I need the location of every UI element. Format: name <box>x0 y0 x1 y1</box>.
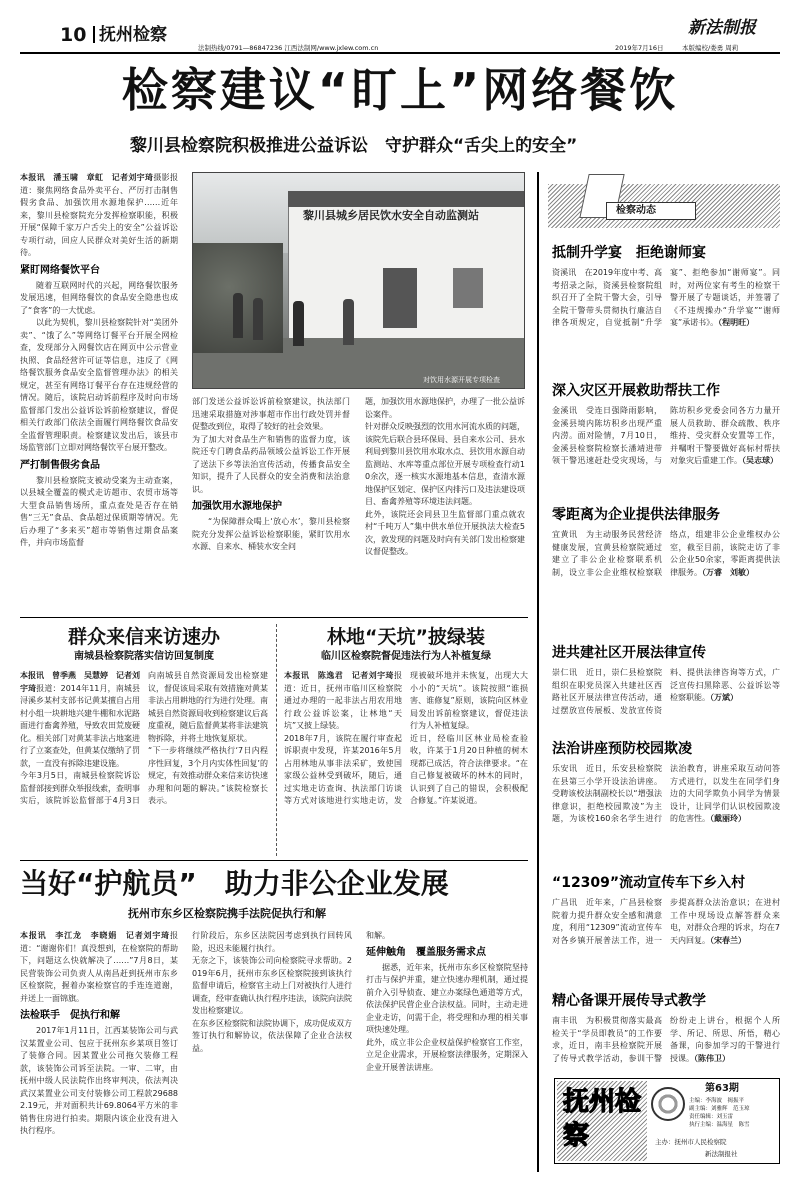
person-2 <box>253 298 263 340</box>
editor-line: 副主编：刘雅辉 范玉琼 <box>689 1106 750 1112</box>
masthead: 新法制报 <box>688 18 756 38</box>
sidebar-item-author: （陈伟卫） <box>694 1053 730 1063</box>
bottom-subhead-1: 法检联手 促执行和解 <box>20 1010 120 1021</box>
sidebar-item-body: 广昌讯 近年来，广昌县检察院着力提升群众安全感和满意度，利用“12309”流动宣传车对各乡镇开展普法工作，进一步提高群众法治意识；在进村工作中现场设点解答群众来电，对群众合理的诉求，均在7天内回复。（宋春兰） <box>552 898 780 945</box>
lead-column-1 <box>20 172 178 612</box>
bottom-column-2-text: 行阶段后，东乡区法院因考虑到执行回转风险，迟迟未能履行执行。 无奈之下，该装饰公司向检察院寻求帮助。2019年6月，抚州市东乡区检察院接到该执行监督申请后，检察官主动上门对被执行人进行调查，经审查确认执行程序违法，该院向法院发出检察建议。 在东乡区检察院和法院协调下，成功促成双方签订执行和解协议，依法保障了企业合法权益。 <box>192 931 352 1053</box>
editor-list <box>689 1097 779 1129</box>
sidebar-label: 检察动态 <box>616 205 656 216</box>
sidebar-item-title: 抵制升学宴 拒绝谢师宴 <box>552 245 706 261</box>
person-1 <box>233 293 243 338</box>
lead-photo <box>192 172 525 389</box>
sidebar-item <box>552 874 780 992</box>
sidebar-item-author: （宋春兰） <box>710 935 746 945</box>
photo-caption: 对饮用水源开展专项检查 <box>423 376 500 384</box>
sidebar-item-title: 进共建社区开展法律宣传 <box>552 645 706 661</box>
sidebar-item <box>552 506 780 644</box>
lead-column-2-text: 部门发送公益诉讼诉前检察建议，执法部门迅速采取措施对涉事超市作出行政处罚并督促整改到位，取得了较好的社会效果。 为了加大对食品生产和销售的监督力度，该院还专门聘食品药品领域公益诉讼工作开展了送法下乡等法治宣传活动，传播食品安全知识，提升了人民群众的安全消费和法治意识。 <box>192 397 350 494</box>
lead-column-2 <box>192 396 350 611</box>
bottom-subheadline: 抚州市东乡区检察院携手法院促执行和解 <box>128 907 326 920</box>
feature-left-title: 群众来信来访速办 <box>67 626 220 648</box>
features-rule-top <box>20 617 528 618</box>
lead-headline: 检察建议“盯上”网络餐饮 <box>121 63 679 117</box>
bottom-column-2 <box>192 930 352 1166</box>
feature-right <box>284 624 528 854</box>
feature-right-byline: 本报讯 陈逸君 记者刘宇琦 <box>284 671 394 680</box>
emblem-icon <box>651 1087 685 1121</box>
sidebar-item <box>552 644 780 740</box>
features-divider <box>276 624 277 856</box>
bottom-column-3 <box>366 930 528 1166</box>
sidebar-item <box>552 382 780 506</box>
header-contact: 法制热线/0791—86847236 江西法制网/www.jxlew.com.cn <box>198 44 379 52</box>
feature-left-body: 本报讯 曾季燕 吴慧婷 记者刘宇琦报道：2014年11月，南城县浔溪乡某村支部书记黄某擅自占用村小组一块耕地兴建牛棚和水泥路面进行畜禽养殖，导致农田荒废硬化。相关部门对黄某非法占地案进行了立案查处，但黄某仅缴纳了罚款，一直没有拆除违建设施。 今年3月5日，南城县检察院诉讼监督部接到群众举报线索，查明事实后，该院诉讼监督部于4月3日向南城县自然资源局发出检察建议，督促该局采取有效措施对黄某非法占用耕地的行为进行处理。南城县自然资源局收到检察建议后高度重视，随后监督黄某将非法建筑物拆除，并将土地恢复原状。 “下一步将继续严格执行‘7日内程序性回复，3个月内实体性回复’的规定，有效推动群众来信来访快速办理和问题的解决。”该院检察长表示。 <box>20 671 268 805</box>
feature-right-subtitle: 临川区检察院督促违法行为人补植复绿 <box>321 651 491 662</box>
logo-text: 抚州检察 <box>563 1087 642 1151</box>
lead-subhead-1: 紧盯网络餐饮平台 <box>20 264 100 276</box>
editor-line: 执行主编：温海星 陈雪 <box>689 1122 750 1128</box>
lead-subhead-3: 加强饮用水源地保护 <box>192 501 282 512</box>
feature-right-title: 林地“天坑”披绿装 <box>327 626 485 648</box>
feature-right-body: 本报讯 陈逸君 记者刘宇琦报道：近日，抚州市临川区检察院通过办理的一起非法占用农用地行政公益诉讼案，让林地“天坑”又披上绿装。 2018年7月，该院在履行审查起诉职责中发现，许某2016年5月占用林地从事非法采矿，致使国家级公益林受到破坏，随后，通过实地走访查询、执法部门访谈等方式对该地进行实地走访，发现被破坏地并未恢复，出现大大小小的“天坑”。该院按照“谁损害、谁修复”原则，该院向区林业局发出诉前检察建议，督促违法行为人补植复绿。 近日，经临川区林业局检查验收，许某于1月20日种植的树木现都已成活，符合法律要求。“在自己修复被破坏的林木的同时，认识到了自己的错误，会积极配合修复。”许某说道。 <box>284 671 528 805</box>
sidebar-item-title: 零距离为企业提供法律服务 <box>552 507 720 523</box>
sidebar-item-body: 资溪讯 在2019年度中考、高考招录之际，资溪县检察院组织召开了全院干警大会，引导全院干警带头贯彻执行廉洁自律各项规定，自觉抵制“升学宴”、拒绝参加“谢师宴”。同时，对两位家有考生的检察干警开展了专题谈话，并签署了《不违规操办“升学宴”“谢师宴”承诺书》。（程明旺） <box>552 268 780 327</box>
person-4 <box>343 299 354 345</box>
bottom-headline: 当好“护航员” 助力非公企业发展 <box>20 867 449 900</box>
feature-left-subtitle: 南城县检察院落实信访回复制度 <box>74 651 214 662</box>
sidebar-item-title: “12309”流动宣传车下乡入村 <box>552 875 746 891</box>
sidebar-header <box>548 172 780 234</box>
header-divider <box>93 26 95 43</box>
sponsor: 主办：抚州市人民检察院 <box>655 1138 727 1146</box>
section-name: 抚州检察 <box>99 25 167 45</box>
sidebar-item-author: （程明旺） <box>718 318 755 327</box>
bottom-column-3-text: 据悉，近年来，抚州市东乡区检察院坚持打击与保护并重，建立快速办理机制，通过提前介入引导侦查、建立办案绿色通道等方式，依法保护民营企业合法权益。同时，主动走进企业走访，问需于企，将受理和办理的相关事项快速处理。 此外，成立非公企业权益保护检察官工作室，立足企业需求，开展检察法律服务，定期深入企业开展普法讲座。 <box>366 962 528 1072</box>
header-rule <box>20 52 780 54</box>
lead-column-3-text: 题，加强饮用水源地保护，办理了一批公益诉讼案件。 针对群众反映强烈的饮用水河流水质的问题，该院先后联合县环保局、县自来水公司、县水利局到黎川县饮用水取水点、县饮用水源自动监测站、水库等重点部位开展专项检查行动10余次，逐一核实水源地基本信息，查清水源地保护区划定、保护区内排污口及违法建设项目、畜禽养殖等环境违法问题。 此外，该院还会同县卫生监督部门重点就农村“千吨万人”集中供水单位开展执法大检查5次，敦发现的问题及时向有关部门发出检察建议督促整改。 <box>365 397 525 556</box>
sidebar-item <box>552 244 780 382</box>
building-door <box>383 268 417 328</box>
lead-subheadline: 黎川县检察院积极推进公益诉讼 守护群众“舌尖上的安全” <box>130 136 578 156</box>
sidebar-item-body: 南丰讯 为积极贯彻落实最高检关于“学员即教员”的工作要求，近日，南丰县检察院开展了传导式教学活动，参训干警纷纷走上讲台，根据个人所学、所记、所思、所悟，精心备课，向参加学习的干警进行授课。（陈伟卫） <box>552 1016 780 1063</box>
issue-number: 第63期 <box>705 1083 739 1094</box>
bottom-column-1 <box>20 930 178 1166</box>
sidebar-item-author: （吴志球） <box>742 456 778 465</box>
features-rule-bottom <box>20 860 528 861</box>
person-3 <box>293 301 304 346</box>
sidebar-item-author: （万睿 刘敏） <box>702 567 754 577</box>
lead-intro: 本报讯 潘玉啸 章虹 记者刘宇琦摄影报道：聚焦网络食品外卖平台、严厉打击制售假劣食品、加强饮用水源地保护……近年来，黎川县检察院充分发挥检察职能，积极开展“保障千家万户舌尖上的安全”公益诉讼专项行动，回应人民群众对美好生活的新期待。 <box>20 173 178 257</box>
sidebar-item-title: 法治讲座预防校园欺凌 <box>552 741 692 757</box>
sidebar-items <box>552 244 780 1106</box>
sidebar-item-body: 乐安讯 近日，乐安县检察院在县第三小学开设法治讲座。受聘该校法制副校长以“增强法律意识，拒绝校园欺凌”为主题，为该校160余名学生进行法治教育，讲座采取互动问答方式进行，以发生在同学们身边的大同学欺负小同学为情景设计，让同学们认识校园欺凌的危害性。（戴丽玲） <box>552 764 780 823</box>
sidebar-item-author: （万斌） <box>710 693 738 702</box>
co-sponsor: 新法制报社 <box>705 1150 738 1158</box>
bottom-subhead-2: 延伸触角 覆盖服务需求点 <box>366 946 486 958</box>
building-sign: 黎川县城乡居民饮水安全自动监测站 <box>303 209 479 222</box>
page-number: 10 <box>60 24 87 46</box>
building-roof <box>288 191 525 207</box>
lead-paragraph-4: “为保障群众喝上‘放心水’，黎川县检察院充分发挥公益诉讼检察职能，紧盯饮用水水源、自来水、桶装水安全问 <box>192 517 350 551</box>
sidebar-item-title: 深入灾区开展救助帮扶工作 <box>552 383 720 399</box>
lead-byline: 本报讯 潘玉啸 章虹 记者刘宇琦 <box>20 173 154 182</box>
header-editor: 本版编校/娄勇 周莉 <box>682 44 739 52</box>
editor-line: 主编：李海波 揭振平 <box>689 1098 745 1104</box>
bottom-byline: 本报讯 李江龙 李晓娟 记者刘宇琦 <box>20 931 170 940</box>
sidebar-item-body: 宜黄讯 为主动服务民营经济健康发展，宜黄县检察院通过建立了非公企业检察联系机制，设立非公企业维权检察联络点，组建非公企业维权办公室，截至目前，该院走访了非公企业50余家，零距离提供法律服务。（万睿 刘敏） <box>552 530 780 577</box>
sidebar-item-author: （戴丽玲） <box>710 814 746 823</box>
lead-paragraph-1: 随着互联网时代的兴起，网络餐饮服务发展迅速，但网络餐饮的食品安全隐患也成了“食客”的一大忧虑。 <box>20 280 178 315</box>
bottom-column-3-lead: 和解。 <box>366 931 390 940</box>
sidebar-rule <box>537 172 539 1172</box>
bottom-paragraph-2: 2017年1月11日，江西某装饰公司与武汉某置业公司、包应于抚州东乡某项目签订了装修合同。因某置业公司拖欠装修工程款，该装饰公司诉至法院。一审、二审，由抚州中级人民法院作出终审判决，依法判决武汉某置业公司支付装修公司工程款296882.19元，并对面积共计69.8064平方米的非销售住房进行拍卖。期限内该企业没有进入执行程序。 <box>20 1026 178 1135</box>
feature-left <box>20 624 268 854</box>
editor-line: 责任编辑：刘玉雷 <box>689 1114 734 1120</box>
bottom-intro: 本报讯 李江龙 李晓娟 记者刘宇琦报道：“谢谢你们！真没想到，在检察院的帮助下，问题这么快就解决了……”7月8日，某民营装饰公司负责人从南昌赶到抚州市东乡区检察院，握着办案检察官的手连连道谢，并送上一面锦旗。 <box>20 931 178 1003</box>
sidebar-item <box>552 740 780 874</box>
lead-column-3 <box>365 396 525 611</box>
sidebar-item-title: 精心备课开展传导式教学 <box>552 993 706 1009</box>
header-date: 2019年7月16日 <box>615 44 664 52</box>
lead-subhead-2: 严打制售假劣食品 <box>20 459 100 471</box>
masthead-box <box>554 1078 780 1164</box>
feature-left-byline: 本报讯 曾季燕 吴慧婷 记者刘宇琦 <box>20 671 140 693</box>
sidebar-item-body: 金溪讯 受连日强降雨影响，金溪县境内陈坊积乡出现严重内涝。面对险情，7月10日，金溪县检察院检察长潘靖进带领干警迅速赶赴受灾现场，与陈坊积乡党委会同各方力量开展人员救助、群众疏散、秩序维持、受灾群众安置等工作，并嘱咐干警要做好高标村帮扶对象灾后重建工作。（吴志球） <box>552 406 780 465</box>
lead-paragraph-3: 黎川县检察院支被动受案为主动查案，以县城全覆盖的模式走访超市、农贸市场等大型食品销售场所，重点查处是否存在销售“三无”食品、食品超过保质期等情况。先后办理了“多来买”超市等销售过期食品案件，并向市场监督 <box>20 475 178 547</box>
lead-paragraph-2: 以此为契机，黎川县检察院针对“美团外卖”、“饿了么”等网络订餐平台开展全网检查，发现部分入网餐饮店在网页中公示营业执照、食品经营许可证等信息，违反了《网络餐饮服务食品安全监督管理办法》的相关规定，甚至有网络订餐平台存在违规经营的情况。随后，该院启动诉前程序及时向市场监督部门发出公益诉讼诉前检察建议，督促相关行政部门依法全面履行网络餐饮食品安全监督管理职责。检察建议发出后，该县市场监管部门立即对网络餐饮平台展开整改。 <box>20 318 178 452</box>
building-window <box>453 268 483 308</box>
sidebar-item-body: 崇仁讯 近日，崇仁县检察院组织在职党员深入共建社区西路社区开展法律宣传活动，通过摆放宣传展板、发放宣传资料、提供法律咨询等方式，广泛宣传扫黑除恶、公益诉讼等检察职能。（万斌） <box>552 668 780 715</box>
